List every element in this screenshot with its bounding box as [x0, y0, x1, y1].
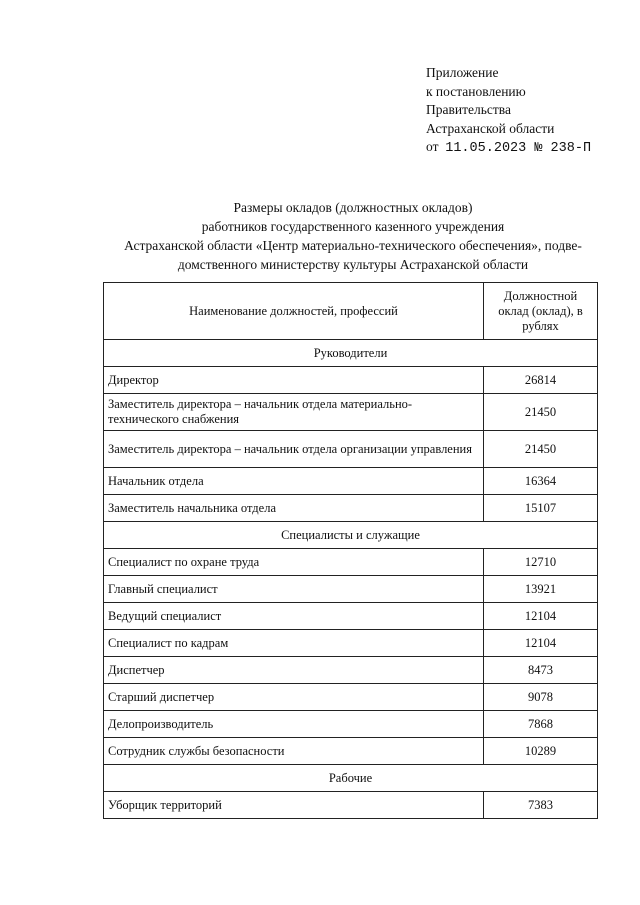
position-name: Заместитель директора – начальник отдела материально-технического снабжения: [104, 394, 484, 431]
table-row: [104, 630, 598, 657]
section-row: [104, 765, 598, 792]
annex-line: Правительства: [426, 102, 511, 117]
salary-value: 21450: [484, 431, 598, 468]
position-name: Специалист по кадрам: [104, 630, 484, 657]
table-row: [104, 367, 598, 394]
table-row: [104, 603, 598, 630]
annex-line: к постановлению: [426, 83, 526, 99]
table-row: [104, 431, 598, 468]
table-row: [104, 792, 598, 819]
table-row: [104, 738, 598, 765]
position-name: Старший диспетчер: [104, 684, 484, 711]
salary-value: 7868: [484, 711, 598, 738]
salary-value: 26814: [484, 367, 598, 394]
annex-line: Приложение: [426, 65, 499, 80]
salary-value: 12104: [484, 630, 598, 657]
annex-block: [426, 64, 591, 159]
salary-value: 7383: [484, 792, 598, 819]
table-row: [104, 549, 598, 576]
section-title: Специалисты и служащие: [104, 522, 598, 549]
salary-value: 8473: [484, 657, 598, 684]
table-row: [104, 711, 598, 738]
position-name: Сотрудник службы безопасности: [104, 738, 484, 765]
salary-value: 21450: [484, 394, 598, 431]
position-name: Заместитель директора – начальник отдела организации управления: [104, 431, 484, 468]
title-line: Размеры окладов (должностных окладов): [233, 200, 473, 215]
annex-line: Астраханской области: [426, 120, 555, 136]
position-name: Заместитель начальника отдела: [104, 495, 484, 522]
salary-value: 15107: [484, 495, 598, 522]
table-header-row: [104, 283, 598, 340]
salary-value: 12710: [484, 549, 598, 576]
salary-value: 13921: [484, 576, 598, 603]
section-title: Рабочие: [104, 765, 598, 792]
document-title: [80, 198, 626, 274]
title-line: домственного министерству культуры Астраханской области: [177, 257, 529, 272]
salary-value: 9078: [484, 684, 598, 711]
table-row: [104, 495, 598, 522]
section-title: Руководители: [104, 340, 598, 367]
title-line: работников государственного казенного учреждения: [201, 219, 505, 234]
position-name: Ведущий специалист: [104, 603, 484, 630]
column-header-salary: Должностной оклад (оклад), в рублях: [484, 283, 598, 340]
section-row: [104, 522, 598, 549]
position-name: Специалист по охране труда: [104, 549, 484, 576]
table-row: [104, 394, 598, 431]
resolution-number: 11.05.2023 № 238-П: [445, 141, 592, 156]
table-row: [104, 684, 598, 711]
table-row: [104, 468, 598, 495]
position-name: Директор: [104, 367, 484, 394]
annex-date-line: [426, 138, 591, 159]
position-name: Делопроизводитель: [104, 711, 484, 738]
title-line: Астраханской области «Центр материально-технического обеспечения», подве-: [124, 238, 582, 253]
position-name: Диспетчер: [104, 657, 484, 684]
annex-date-prefix: от: [426, 139, 439, 154]
column-header-position: Наименование должностей, профессий: [104, 283, 484, 340]
section-row: [104, 340, 598, 367]
position-name: Начальник отдела: [104, 468, 484, 495]
table-row: [104, 657, 598, 684]
salary-table: [103, 282, 598, 819]
position-name: Уборщик территорий: [104, 792, 484, 819]
table-row: [104, 576, 598, 603]
salary-value: 12104: [484, 603, 598, 630]
salary-value: 16364: [484, 468, 598, 495]
position-name: Главный специалист: [104, 576, 484, 603]
salary-value: 10289: [484, 738, 598, 765]
